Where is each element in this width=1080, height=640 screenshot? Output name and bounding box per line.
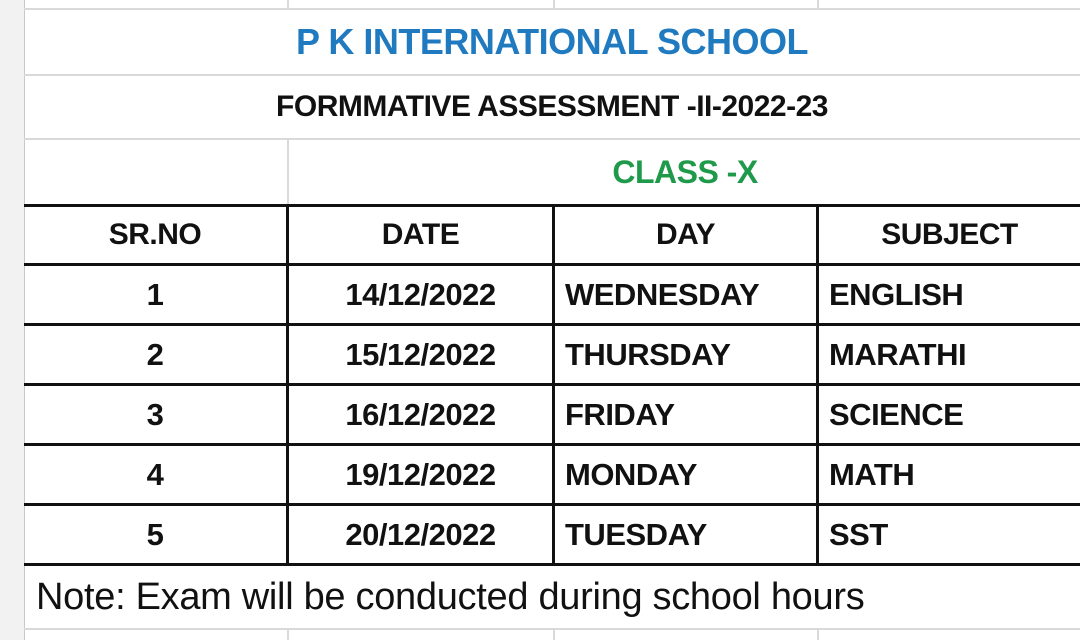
exam-note: Note: Exam will be conducted during school hours xyxy=(36,575,865,618)
cell-date: 20/12/2022 xyxy=(345,516,496,552)
assessment-title: FORMMATIVE ASSESSMENT -II-2022-23 xyxy=(276,90,828,123)
cell-subject: ENGLISH xyxy=(829,276,964,312)
cell-day: THURSDAY xyxy=(565,336,731,372)
cell-srno: 4 xyxy=(146,456,164,492)
column-header-day: DAY xyxy=(655,218,716,251)
cell-srno: 1 xyxy=(146,276,164,312)
gridline xyxy=(287,140,289,204)
column-header-srno: SR.NO xyxy=(108,218,202,251)
cell-subject: MARATHI xyxy=(829,336,967,372)
cell-srno: 5 xyxy=(146,516,164,552)
cell-srno: 2 xyxy=(146,336,164,372)
cell-subject: MATH xyxy=(829,456,915,492)
cell-date: 14/12/2022 xyxy=(345,276,496,312)
school-name: P K INTERNATIONAL SCHOOL xyxy=(295,21,809,62)
gridline xyxy=(24,138,1080,140)
cell-date: 15/12/2022 xyxy=(345,336,496,372)
gridline xyxy=(817,628,819,640)
cell-day: WEDNESDAY xyxy=(565,276,760,312)
cell-srno: 3 xyxy=(146,396,164,432)
cell-day: FRIDAY xyxy=(565,396,675,432)
column-header-subject: SUBJECT xyxy=(881,218,1018,251)
gridline xyxy=(553,0,555,8)
gridline xyxy=(553,628,555,640)
row-header-column xyxy=(0,0,25,640)
cell-date: 19/12/2022 xyxy=(345,456,496,492)
cell-date: 16/12/2022 xyxy=(345,396,496,432)
cell-subject: SST xyxy=(829,516,888,552)
cell-day: MONDAY xyxy=(565,456,697,492)
column-header-date: DATE xyxy=(381,218,460,251)
gridline xyxy=(24,628,1080,630)
cell-subject: SCIENCE xyxy=(829,396,964,432)
gridline xyxy=(287,0,289,8)
gridline xyxy=(817,0,819,8)
cell-day: TUESDAY xyxy=(565,516,707,552)
class-label: CLASS -X xyxy=(612,153,758,190)
gridline xyxy=(287,628,289,640)
